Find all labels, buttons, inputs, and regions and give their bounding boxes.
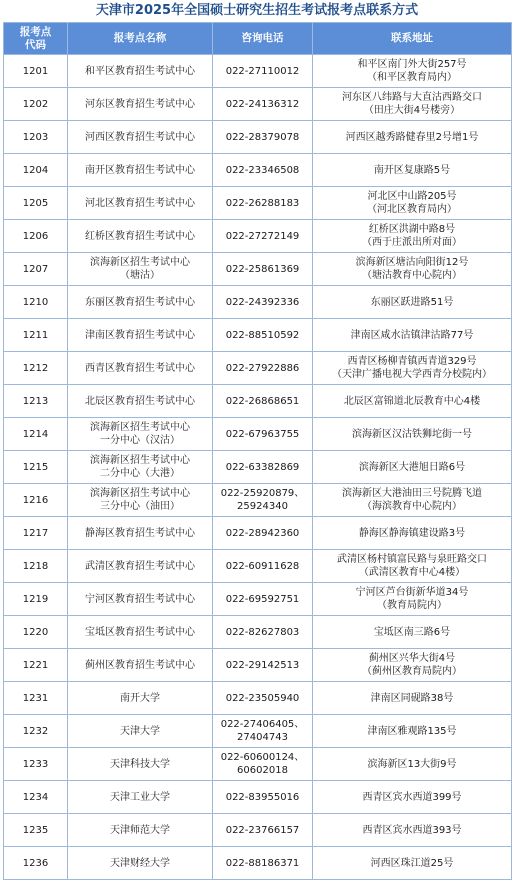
cell-address — [313, 583, 512, 616]
cell-name — [68, 814, 213, 847]
cell-code: 1203 — [4, 121, 68, 154]
cell-phone-line: 022-27110012 — [225, 65, 300, 77]
cell-name — [68, 220, 213, 253]
cell-name — [68, 88, 213, 121]
table-row — [4, 286, 512, 319]
cell-phone — [213, 418, 313, 451]
cell-code: 1215 — [4, 451, 68, 484]
cell-phone-line: 022-23766157 — [225, 824, 300, 836]
cell-phone — [213, 187, 313, 220]
cell-name-line: 红桥区教育招生考试中心 — [85, 230, 195, 242]
cell-name-line: 一分中心（汉沽） — [100, 435, 180, 446]
cell-code: 1232 — [4, 715, 68, 748]
cell-name-line: 滨海新区招生考试中心 — [90, 455, 190, 466]
cell-name — [68, 748, 213, 781]
table-row — [4, 220, 512, 253]
cell-code: 1202 — [4, 88, 68, 121]
cell-address-line: 津南区同砚路38号 — [370, 692, 454, 704]
cell-phone — [213, 748, 313, 781]
cell-phone-line: 022-27406405、 — [220, 719, 305, 730]
cell-address — [313, 484, 512, 517]
cell-address-line: 蓟州区兴华大街4号 — [368, 653, 456, 664]
cell-address — [313, 55, 512, 88]
cell-name-line: 天津科技大学 — [110, 758, 170, 770]
cell-name — [68, 154, 213, 187]
header-code-line1: 报考点 — [19, 25, 52, 38]
cell-name — [68, 781, 213, 814]
cell-address-line: （天津广播电视大学西青分校院内） — [332, 369, 492, 380]
cell-phone — [213, 451, 313, 484]
cell-name — [68, 649, 213, 682]
cell-code: 1205 — [4, 187, 68, 220]
cell-phone-line: 022-63382869 — [225, 461, 300, 473]
table-row — [4, 88, 512, 121]
cell-address — [313, 781, 512, 814]
cell-address — [313, 352, 512, 385]
cell-name-line: 和平区教育招生考试中心 — [85, 65, 195, 77]
cell-code: 1221 — [4, 649, 68, 682]
cell-code: 1204 — [4, 154, 68, 187]
cell-phone-line: 60602018 — [237, 765, 288, 776]
cell-address — [313, 286, 512, 319]
cell-name-line: 河西区教育招生考试中心 — [85, 131, 195, 143]
cell-name-line: 天津师范大学 — [110, 824, 170, 836]
cell-phone — [213, 55, 313, 88]
cell-name-line: 宁河区教育招生考试中心 — [85, 593, 195, 605]
table-row — [4, 484, 512, 517]
cell-address — [313, 649, 512, 682]
cell-phone — [213, 220, 313, 253]
cell-phone-line: 022-25920879、 — [220, 488, 305, 499]
cell-name — [68, 418, 213, 451]
cell-address — [313, 847, 512, 880]
table-row — [4, 451, 512, 484]
cell-address — [313, 814, 512, 847]
cell-name-line: 静海区教育招生考试中心 — [85, 527, 195, 539]
cell-name — [68, 352, 213, 385]
table-row — [4, 121, 512, 154]
cell-address-line: 和平区南门外大街257号 — [357, 59, 467, 70]
cell-phone-line: 022-60600124、 — [220, 752, 305, 763]
cell-name — [68, 121, 213, 154]
cell-address — [313, 451, 512, 484]
cell-code: 1218 — [4, 550, 68, 583]
cell-phone — [213, 847, 313, 880]
cell-address-line: （武清区教育中心4楼） — [358, 567, 466, 578]
cell-name-line: 南开区教育招生考试中心 — [85, 164, 195, 176]
cell-phone — [213, 814, 313, 847]
cell-phone-line: 27404743 — [237, 732, 288, 743]
cell-phone — [213, 682, 313, 715]
cell-phone-line: 022-27272149 — [225, 230, 300, 242]
cell-name-line: 东丽区教育招生考试中心 — [85, 296, 195, 308]
cell-name-line: 天津大学 — [120, 725, 160, 737]
cell-address-line: （田庄大街4号楼旁） — [363, 105, 461, 116]
cell-phone — [213, 715, 313, 748]
cell-address-line: 滨海新区塘沽向阳街12号 — [355, 257, 469, 268]
cell-address-line: （和平区教育局内） — [367, 72, 457, 83]
cell-phone-line: 022-88510592 — [225, 329, 300, 341]
cell-address-line: 武清区杨村镇富民路与泉旺路交口 — [337, 554, 487, 565]
cell-name — [68, 682, 213, 715]
cell-address-line: 宁河区芦台街新华道34号 — [355, 587, 469, 598]
cell-address-line: 西青区杨柳青镇西青道329号 — [347, 356, 477, 367]
cell-name-line: 蓟州区教育招生考试中心 — [85, 659, 195, 671]
cell-phone-line: 022-82627803 — [225, 626, 300, 638]
cell-name — [68, 484, 213, 517]
contact-table — [3, 22, 512, 880]
cell-name — [68, 286, 213, 319]
table-row — [4, 748, 512, 781]
cell-phone — [213, 121, 313, 154]
cell-phone-line: 022-29142513 — [225, 659, 300, 671]
cell-address — [313, 682, 512, 715]
table-row — [4, 517, 512, 550]
cell-address — [313, 154, 512, 187]
cell-name — [68, 583, 213, 616]
table-row — [4, 253, 512, 286]
cell-phone — [213, 286, 313, 319]
table-row — [4, 781, 512, 814]
header-name: 报考点名称 — [68, 23, 213, 55]
cell-address-line: 静海区静海镇建设路3号 — [358, 527, 466, 539]
cell-phone-line: 022-24136312 — [225, 98, 300, 110]
table-row — [4, 319, 512, 352]
cell-address — [313, 319, 512, 352]
cell-name — [68, 187, 213, 220]
table-row — [4, 715, 512, 748]
cell-phone — [213, 583, 313, 616]
cell-address-line: （蓟州区教育局院内） — [362, 666, 462, 677]
table-row — [4, 418, 512, 451]
cell-address — [313, 616, 512, 649]
cell-name — [68, 517, 213, 550]
cell-name-line: 滨海新区招生考试中心 — [90, 422, 190, 433]
cell-phone — [213, 253, 313, 286]
cell-address-line: 北辰区富锦道北辰教育中心4楼 — [343, 395, 481, 407]
cell-name-line: 南开大学 — [120, 692, 160, 704]
cell-phone — [213, 781, 313, 814]
cell-phone-line: 022-88186371 — [225, 857, 300, 869]
cell-address-line: （教育局院内） — [377, 600, 447, 611]
cell-phone-line: 022-69592751 — [225, 593, 300, 605]
cell-address — [313, 220, 512, 253]
table-row — [4, 550, 512, 583]
header-code-line2: 代码 — [25, 38, 46, 51]
cell-name — [68, 451, 213, 484]
table-row — [4, 187, 512, 220]
cell-address-line: 滨海新区汉沽铁狮坨街一号 — [352, 428, 472, 440]
cell-phone — [213, 352, 313, 385]
cell-code: 1219 — [4, 583, 68, 616]
cell-phone-line: 022-23346508 — [225, 164, 300, 176]
cell-phone — [213, 550, 313, 583]
cell-phone — [213, 319, 313, 352]
cell-code: 1207 — [4, 253, 68, 286]
cell-name-line: 三分中心（油田） — [100, 501, 180, 512]
cell-phone-line: 022-26288183 — [225, 197, 300, 209]
table-row — [4, 55, 512, 88]
cell-phone-line: 022-28942360 — [225, 527, 300, 539]
cell-name-line: 滨海新区招生考试中心 — [90, 257, 190, 268]
cell-address-line: 南开区复康路5号 — [373, 164, 451, 176]
cell-address — [313, 517, 512, 550]
cell-address-line: 河西区珠江道25号 — [370, 857, 454, 869]
cell-phone-line: 022-26868651 — [225, 395, 300, 407]
cell-address — [313, 385, 512, 418]
cell-address-line: 河东区八纬路与大直沽西路交口 — [342, 92, 482, 103]
cell-address-line: （西于庄派出所对面） — [362, 237, 462, 248]
cell-phone — [213, 484, 313, 517]
cell-code: 1235 — [4, 814, 68, 847]
cell-address — [313, 121, 512, 154]
cell-address-line: （塘沽教育中心院内） — [362, 270, 462, 281]
table-row — [4, 352, 512, 385]
cell-code: 1236 — [4, 847, 68, 880]
cell-name-line: （塘沽） — [120, 270, 160, 281]
cell-address-line: 河北区中山路205号 — [367, 191, 457, 202]
cell-phone-line: 022-28379078 — [225, 131, 300, 143]
cell-name — [68, 616, 213, 649]
cell-phone — [213, 88, 313, 121]
cell-code: 1217 — [4, 517, 68, 550]
cell-phone-line: 022-23505940 — [225, 692, 300, 704]
cell-name — [68, 385, 213, 418]
table-row — [4, 583, 512, 616]
cell-phone — [213, 649, 313, 682]
cell-address-line: 津南区雅观路135号 — [367, 725, 457, 737]
cell-name — [68, 319, 213, 352]
cell-code: 1212 — [4, 352, 68, 385]
cell-code: 1201 — [4, 55, 68, 88]
cell-name-line: 滨海新区招生考试中心 — [90, 488, 190, 499]
table-header-row — [4, 23, 512, 55]
cell-address — [313, 748, 512, 781]
cell-name-line: 河北区教育招生考试中心 — [85, 197, 195, 209]
cell-address — [313, 715, 512, 748]
cell-address-line: （海滨教育中心院内） — [362, 501, 462, 512]
cell-code: 1231 — [4, 682, 68, 715]
cell-code: 1216 — [4, 484, 68, 517]
cell-address — [313, 253, 512, 286]
cell-phone — [213, 616, 313, 649]
cell-phone-line: 022-24392336 — [225, 296, 300, 308]
cell-code: 1233 — [4, 748, 68, 781]
cell-code: 1206 — [4, 220, 68, 253]
cell-name-line: 西青区教育招生考试中心 — [85, 362, 195, 374]
cell-name — [68, 550, 213, 583]
cell-phone-line: 022-60911628 — [225, 560, 300, 572]
header-address: 联系地址 — [313, 23, 512, 55]
cell-address-line: 津南区咸水沽镇津沽路77号 — [350, 329, 474, 341]
page-title: 天津市2025年全国硕士研究生招生考试报考点联系方式 — [95, 3, 419, 18]
cell-address — [313, 88, 512, 121]
cell-address — [313, 550, 512, 583]
header-phone: 咨询电话 — [213, 23, 313, 55]
cell-address — [313, 187, 512, 220]
cell-name — [68, 55, 213, 88]
table-row — [4, 385, 512, 418]
cell-code: 1214 — [4, 418, 68, 451]
cell-address-line: 滨海新区大港旭日路6号 — [358, 461, 466, 473]
cell-address-line: 西青区宾水西道393号 — [362, 824, 462, 836]
cell-code: 1210 — [4, 286, 68, 319]
cell-name-line: 天津工业大学 — [110, 791, 170, 803]
cell-phone-line: 022-27922886 — [225, 362, 300, 374]
cell-name — [68, 847, 213, 880]
cell-name-line: 天津财经大学 — [110, 857, 170, 869]
cell-code: 1220 — [4, 616, 68, 649]
table-row — [4, 616, 512, 649]
cell-phone-line: 25924340 — [237, 501, 288, 512]
cell-name-line: 武清区教育招生考试中心 — [85, 560, 195, 572]
cell-name-line: 北辰区教育招生考试中心 — [85, 395, 195, 407]
cell-name-line: 河东区教育招生考试中心 — [85, 98, 195, 110]
cell-address-line: 河西区越秀路健春里2号增1号 — [345, 131, 479, 143]
cell-code: 1211 — [4, 319, 68, 352]
cell-name — [68, 715, 213, 748]
cell-name-line: 津南区教育招生考试中心 — [85, 329, 195, 341]
cell-name — [68, 253, 213, 286]
cell-phone — [213, 154, 313, 187]
cell-code: 1213 — [4, 385, 68, 418]
cell-phone-line: 022-67963755 — [225, 428, 300, 440]
cell-name-line: 二分中心（大港） — [100, 468, 180, 479]
cell-address-line: 滨海新区大港油田三号院腾飞道 — [342, 488, 482, 499]
cell-address-line: （河北区教育局内） — [367, 204, 457, 215]
table-row — [4, 682, 512, 715]
cell-phone — [213, 517, 313, 550]
cell-name-line: 宝坻区教育招生考试中心 — [85, 626, 195, 638]
table-row — [4, 847, 512, 880]
cell-address-line: 西青区宾水西道399号 — [362, 791, 462, 803]
cell-address-line: 红桥区洪湖中路8号 — [368, 224, 456, 235]
cell-address — [313, 418, 512, 451]
cell-address-line: 宝坻区南三路6号 — [373, 626, 451, 638]
table-row — [4, 154, 512, 187]
cell-address-line: 东丽区跃进路51号 — [370, 296, 454, 308]
cell-phone — [213, 385, 313, 418]
header-code — [4, 23, 68, 55]
cell-phone-line: 022-83955016 — [225, 791, 300, 803]
table-row — [4, 649, 512, 682]
cell-address-line: 滨海新区13大街9号 — [367, 758, 457, 770]
cell-code: 1234 — [4, 781, 68, 814]
cell-phone-line: 022-25861369 — [225, 263, 300, 275]
table-row — [4, 814, 512, 847]
